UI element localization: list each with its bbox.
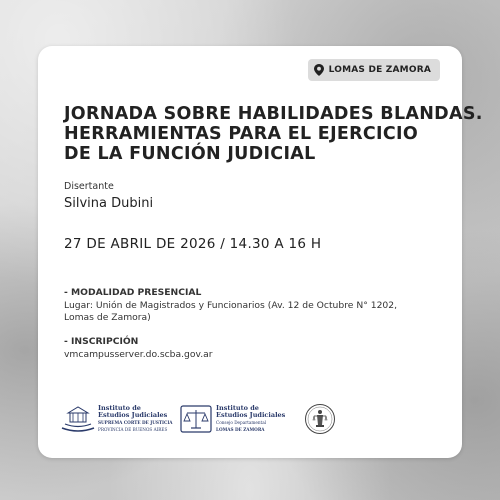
speaker-name: Silvina Dubini: [64, 196, 154, 211]
logo-iej-lomas-de-zamora: [180, 397, 285, 441]
registration-url[interactable]: vmcampusserver.do.scba.gov.ar: [64, 348, 213, 360]
location-badge: [308, 59, 440, 81]
scales-emblem-icon: [180, 404, 212, 434]
map-pin-icon: [314, 64, 324, 76]
logo1-line-3: SUPREMA CORTE DE JUSTICIA: [98, 420, 173, 425]
title-line-2: HERRAMIENTAS PARA EL EJERCICIO: [64, 124, 418, 144]
speaker-label: Disertante: [64, 181, 114, 192]
logo1-line-2: Estudios Judiciales: [98, 411, 168, 419]
event-card: [38, 46, 483, 458]
logo2-line-2: Estudios Judiciales: [216, 411, 286, 419]
logo2-line-3: Consejo Departamental: [216, 420, 267, 425]
logos-row: [60, 397, 440, 441]
logo1-line-1: Instituto de: [98, 404, 141, 412]
logo2-line-4: LOMAS DE ZAMORA: [216, 427, 265, 432]
venue-line-1: Lugar: Unión de Magistrados y Funcionarios (Av. 12 de Octubre N° 1202,: [64, 299, 398, 311]
institute-emblem-icon: [60, 404, 96, 434]
modalidad-heading: - MODALIDAD PRESENCIAL: [64, 287, 202, 298]
modalidad-block: [64, 287, 454, 325]
logo-iej-suprema-corte: [60, 397, 173, 441]
logo2-line-1: Instituto de: [216, 404, 259, 412]
title-line-3: DE LA FUNCIÓN JUDICIAL: [64, 144, 316, 164]
inscripcion-block: [64, 336, 213, 361]
event-date-time: 27 DE ABRIL DE 2026 / 14.30 A 16 H: [64, 236, 322, 252]
logo1-line-4: PROVINCIA DE BUENOS AIRES: [98, 427, 168, 432]
justice-seal-icon: [304, 403, 336, 435]
title-line-1: JORNADA SOBRE HABILIDADES BLANDAS.: [64, 104, 483, 124]
inscripcion-heading: - INSCRIPCIÓN: [64, 336, 139, 347]
logo-seal: [304, 397, 336, 441]
event-title: [64, 104, 483, 164]
venue-line-2: Lomas de Zamora): [64, 312, 151, 323]
location-label: LOMAS DE ZAMORA: [328, 65, 431, 75]
